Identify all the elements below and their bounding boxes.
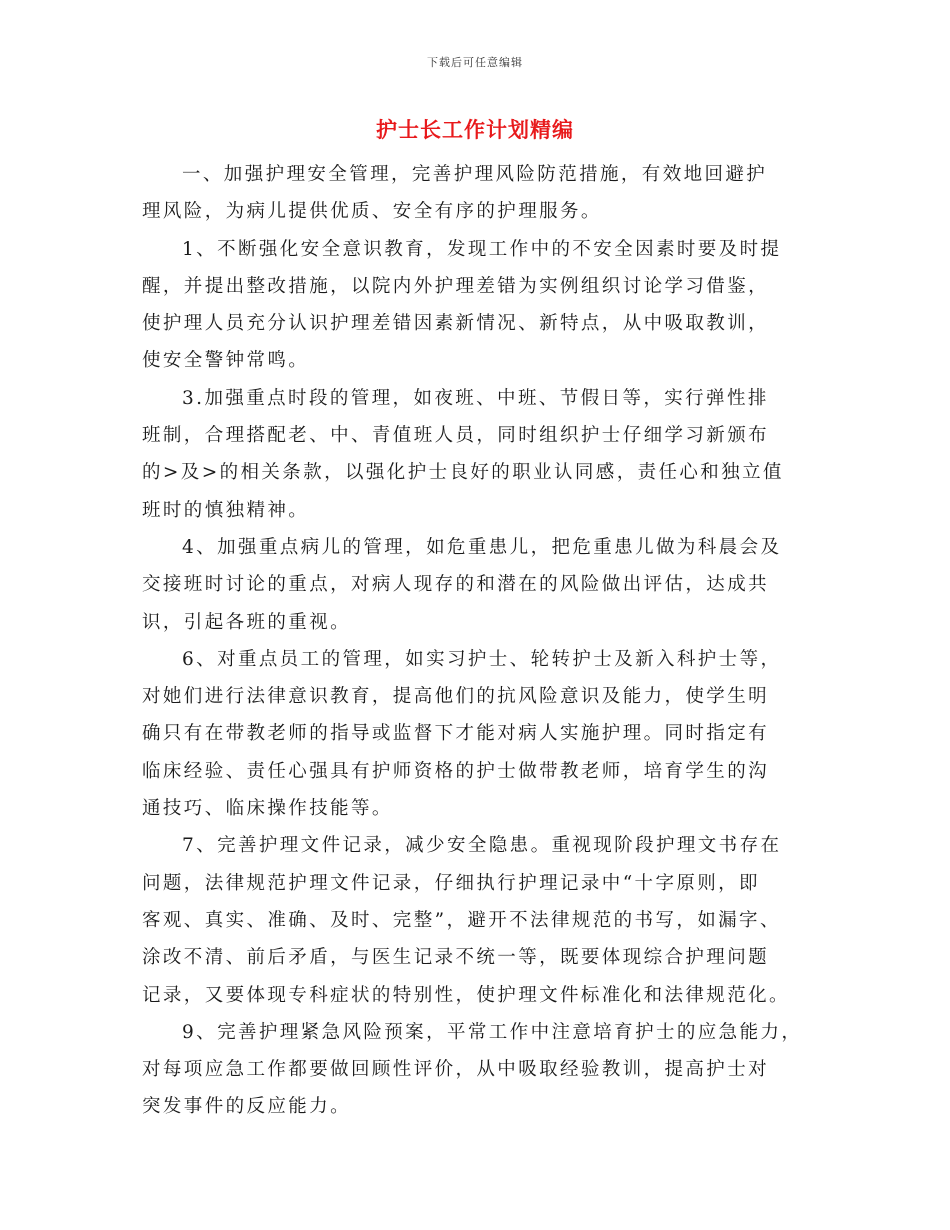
paragraph-line: 确只有在带教老师的指导或监督下才能对病人实施护理。同时指定有 bbox=[142, 723, 770, 745]
paragraph-line: 临床经验、责任心强具有护师资格的护士做带教老师，培育学生的沟 bbox=[142, 760, 770, 782]
paragraph-line: 对她们进行法律意识教育，提高他们的抗风险意识及能力，使学生明 bbox=[142, 686, 770, 708]
paragraph-line: 7、完善护理文件记录，减少安全隐患。重视现阶段护理文书存在 bbox=[182, 835, 782, 857]
document-title: 护士长工作计划精编 bbox=[376, 117, 574, 142]
paragraph-line: 记录，又要体现专科症状的特别性，使护理文件标准化和法律规范化。 bbox=[142, 984, 790, 1006]
paragraph-7 bbox=[142, 1014, 822, 1126]
paragraph-line: 4、加强重点病儿的管理，如危重患儿，把危重患儿做为科晨会及 bbox=[182, 536, 782, 558]
paragraph-line: 识，引起各班的重视。 bbox=[142, 611, 352, 633]
paragraph-line: 的>及>的相关条款，以强化护士良好的职业认同感，责任心和独立值 bbox=[142, 462, 784, 484]
paragraph-line: 客观、真实、准确、及时、完整”，避开不法律规范的书写，如漏字、 bbox=[142, 909, 781, 931]
paragraph-line: 9、完善护理紧急风险预案，平常工作中注意培育护士的应急能力， bbox=[182, 1021, 803, 1043]
paragraph-5 bbox=[142, 641, 822, 827]
paragraph-1 bbox=[142, 156, 822, 231]
paragraph-line: 涂改不清、前后矛盾，与医生记录不统一等，既要体现综合护理问题 bbox=[142, 947, 770, 969]
paragraph-line: 1、不断强化安全意识教育，发现工作中的不安全因素时要及时提 bbox=[182, 238, 782, 260]
paragraph-2 bbox=[142, 231, 822, 380]
paragraph-line: 醒，并提出整改措施，以院内外护理差错为实例组织讨论学习借鉴， bbox=[142, 275, 770, 297]
paragraph-3 bbox=[142, 380, 822, 529]
page-header: 下载后可任意编辑 bbox=[427, 56, 523, 69]
paragraph-line: 对每项应急工作都要做回顾性评价，从中吸取经验教训，提高护士对 bbox=[142, 1059, 770, 1081]
paragraph-line: 问题，法律规范护理文件记录，仔细执行护理记录中“十字原则，即 bbox=[142, 872, 760, 894]
paragraph-line: 交接班时讨论的重点，对病人现存的和潜在的风险做出评估，达成共 bbox=[142, 574, 770, 596]
paragraph-line: 理风险，为病儿提供优质、安全有序的护理服务。 bbox=[142, 201, 602, 223]
paragraph-line: 使安全警钟常鸣。 bbox=[142, 350, 310, 372]
paragraph-line: 班时的慎独精神。 bbox=[142, 499, 310, 521]
document-body bbox=[142, 156, 822, 1126]
paragraph-line: 一、加强护理安全管理，完善护理风险防范措施，有效地回避护 bbox=[182, 164, 768, 185]
paragraph-line: 3.加强重点时段的管理，如夜班、中班、节假日等，实行弹性排 bbox=[182, 387, 769, 409]
paragraph-6 bbox=[142, 827, 822, 1013]
paragraph-line: 6、对重点员工的管理，如实习护士、轮转护士及新入科护士等， bbox=[182, 648, 782, 670]
paragraph-line: 班制，合理搭配老、中、青值班人员，同时组织护士仔细学习新颁布 bbox=[142, 425, 770, 447]
paragraph-line: 通技巧、临床操作技能等。 bbox=[142, 798, 393, 820]
paragraph-4 bbox=[142, 529, 822, 641]
paragraph-line: 使护理人员充分认识护理差错因素新情况、新特点，从中吸取教训， bbox=[142, 313, 770, 335]
paragraph-line: 突发事件的反应能力。 bbox=[142, 1096, 352, 1118]
